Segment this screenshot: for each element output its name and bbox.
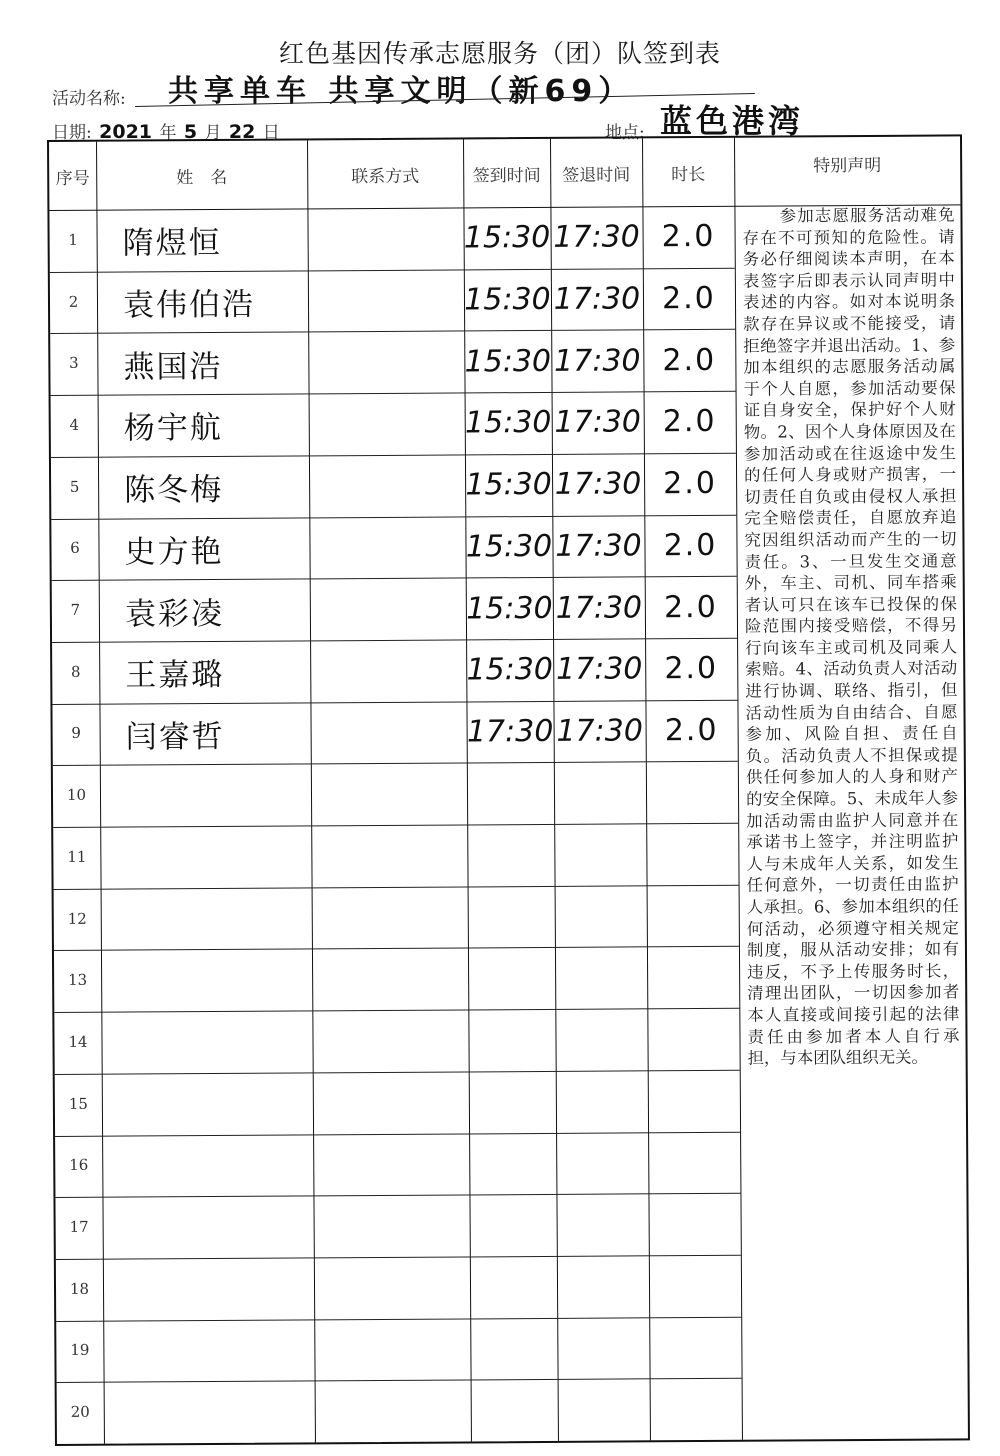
row-number: 14 [68,1032,88,1051]
location-value: 蓝色港湾 [660,102,805,140]
signature-cell[interactable] [104,1381,315,1444]
contact-cell[interactable] [307,207,463,270]
duration-cell[interactable]: 2.0 [662,342,717,378]
duration-cell[interactable]: 2.0 [661,219,716,255]
contact-cell[interactable] [312,1010,468,1073]
date-label: 日期: [52,123,92,143]
contact-cell[interactable] [309,393,465,456]
duration-cell[interactable]: 2.0 [664,651,719,687]
checkout-time-cell[interactable]: 17:30 [553,219,640,256]
row-number: 13 [68,971,88,990]
checkin-time-cell[interactable] [470,1317,557,1379]
checkout-time-cell[interactable] [556,1132,648,1194]
contact-cell[interactable] [312,886,468,949]
checkout-time-cell[interactable] [554,762,646,824]
notice-body: 参加志愿服务活动难免存在不可预知的危险性。请务必仔细阅读本声明，在本表签字后即表示认同声明中表述的内容。如对本说明条款存在异议或不能接受，请拒绝签字并退出活动。1、参加本组织的志愿服务活动属于个人自愿，参加活动要保证自身安全，保护好个人财物。2、因个人身体原因及在参加活动或在往返途中发生的任何人身或财产损害，一切责任自负或由侵权人承担完全赔偿责任，自愿放弃追究因组织活动而产生的一切责任。3、一旦发生交通意外，车主、司机、同车搭乘者认可只在该车已投保的保险范围内接受赔偿，不得另行向该车主或司机及同乘人索赔。4、活动负责人对活动进行协调、联络、指引，但活动性质为自由结合、自愿参加、风险自担、责任自负。活动负责人不担保或提供任何参加人的人身和财产的安全保障。5、未成年人参加活动需由监护人同意并在承诺书上签字，并注明监护人与未成年人关系，如发生任何意外，一切责任由监护人承担。6、参加本组织的任何活动，必须遵守相关规定制度，服从活动安排；如有违反，不予上传服务时长，清理出团队，一切因参加者本人直接或间接引起的法律责任由参加者本人自行承担，与本团队组织无关。 [742,205,960,1068]
signature-cell[interactable] [101,887,312,950]
row-number: 19 [70,1341,90,1360]
contact-cell[interactable] [311,763,467,826]
duration-cell[interactable]: 2.0 [662,280,716,317]
duration-cell[interactable] [649,1316,741,1378]
duration-cell[interactable] [647,946,739,1008]
checkin-time-cell[interactable] [468,1009,555,1071]
checkout-time-cell[interactable]: 17:30 [555,589,643,626]
activity-name-value: 共享单车 共享文明（新69） [168,74,635,109]
date-month-unit: 月 [204,123,222,143]
checkout-time-cell[interactable] [556,1194,648,1256]
checkin-time-cell[interactable] [467,824,554,886]
header-name: 姓 名 [176,167,228,188]
contact-cell[interactable] [308,269,464,332]
table-header [49,136,960,211]
duration-cell[interactable] [646,823,738,885]
row-number: 11 [67,847,87,866]
signature-cell[interactable] [102,1072,313,1135]
row-number: 7 [70,600,81,619]
checkin-time-cell[interactable] [471,1379,558,1441]
signature-cell[interactable] [101,949,312,1012]
date-year-unit: 年 [159,123,177,143]
contact-cell[interactable] [313,1195,469,1258]
activity-label: 活动名称: [52,89,126,109]
checkin-time-cell[interactable]: 17:30 [466,713,554,750]
row-number: 2 [68,292,79,311]
signature-cell[interactable] [103,1319,314,1382]
contact-cell[interactable] [313,1071,469,1134]
signature-cell[interactable] [101,1010,312,1073]
header-checkout: 签退时间 [562,164,631,186]
row-number: 12 [67,909,87,928]
date-month: 5 [183,121,198,143]
signature-cell[interactable] [103,1257,314,1320]
signature-cell[interactable] [102,1134,313,1197]
checkin-time-cell[interactable] [470,1256,557,1318]
contact-cell[interactable] [311,824,467,887]
header-contact: 联系方式 [351,166,420,187]
duration-cell[interactable] [650,1378,742,1440]
contact-cell[interactable] [309,516,465,579]
duration-cell[interactable] [648,1193,740,1255]
header-no: 序号 [55,168,90,189]
duration-cell[interactable]: 2.0 [662,404,717,440]
duration-cell[interactable]: 2.0 [664,712,719,749]
checkout-time-cell[interactable] [558,1379,650,1441]
row-number: 10 [66,785,87,805]
checkin-time-cell[interactable]: 15:30 [464,281,551,318]
signature-cell[interactable] [102,1196,313,1259]
checkin-time-cell[interactable]: 15:30 [466,652,554,688]
duration-cell[interactable]: 2.0 [663,589,718,625]
row-number: 8 [70,662,81,681]
checkin-time-cell[interactable] [469,1132,556,1194]
checkout-time-cell[interactable] [555,1008,647,1070]
checkout-time-cell[interactable]: 17:30 [554,404,642,441]
duration-cell[interactable] [646,761,738,823]
row-number: 9 [71,724,81,743]
contact-cell[interactable] [313,1133,469,1196]
contact-cell[interactable] [310,578,466,641]
location-label: 地点: [605,123,645,143]
contact-cell[interactable] [309,454,465,517]
header-duration: 时长 [671,164,706,185]
checkin-time-cell[interactable]: 15:30 [463,220,551,256]
special-notice-text [739,204,962,1069]
checkin-time-cell[interactable]: 15:30 [465,467,552,503]
checkin-time-cell[interactable]: 15:30 [464,343,552,380]
signature-cell[interactable]: 袁彩凌 [124,595,225,633]
duration-cell[interactable]: 2.0 [663,527,718,564]
signature-cell[interactable]: 闫睿哲 [125,718,225,756]
contact-cell[interactable] [308,331,464,394]
signature-cell[interactable]: 杨宇航 [123,410,223,447]
signin-table [47,134,970,1446]
contact-cell[interactable] [312,948,468,1011]
row-number: 6 [70,539,80,558]
checkin-time-cell[interactable] [469,1071,556,1133]
checkout-time-cell[interactable] [557,1255,649,1317]
date-day: 22 [228,121,256,143]
signature-cell[interactable]: 王嘉璐 [125,657,225,694]
signature-cell[interactable] [100,764,311,827]
checkout-time-cell[interactable] [557,1317,649,1379]
signature-cell[interactable]: 燕国浩 [123,348,223,386]
duration-cell[interactable]: 2.0 [663,466,718,502]
checkout-time-cell[interactable]: 17:30 [556,713,643,749]
checkin-time-cell[interactable] [468,947,555,1009]
duration-cell[interactable] [647,1008,739,1070]
row-number: 4 [69,415,80,434]
date-year: 2021 [99,121,153,143]
row-number: 20 [70,1402,90,1422]
row-number: 17 [69,1217,89,1236]
checkout-time-cell[interactable]: 17:30 [555,651,643,688]
row-number: 5 [69,477,80,496]
header-checkin: 签到时间 [472,165,541,186]
checkout-time-cell[interactable] [554,823,646,885]
signature-cell[interactable]: 史方艳 [124,533,224,571]
signature-cell[interactable]: 陈冬梅 [124,472,224,509]
contact-cell[interactable] [315,1380,471,1443]
checkin-time-cell[interactable]: 15:30 [465,528,553,565]
checkout-time-cell[interactable] [556,1070,648,1132]
checkout-time-cell[interactable]: 17:30 [554,466,642,503]
form-title: 红色基因传承志愿服务（团）队签到表 [278,39,721,68]
checkin-time-cell[interactable] [468,886,555,948]
signature-cell[interactable]: 袁伟伯浩 [122,286,256,324]
checkin-time-cell[interactable]: 15:30 [466,590,553,626]
checkout-time-cell[interactable]: 17:30 [553,281,641,317]
duration-cell[interactable] [647,884,739,946]
duration-cell[interactable] [648,1131,740,1193]
header-notice: 特别声明 [813,155,882,176]
row-number: 3 [69,354,79,373]
contact-cell[interactable] [310,639,466,702]
contact-cell[interactable] [314,1318,470,1381]
checkout-time-cell[interactable] [555,885,647,947]
row-number: 15 [68,1094,88,1113]
contact-cell[interactable] [310,701,466,764]
checkin-time-cell[interactable] [467,762,554,824]
checkin-time-cell[interactable]: 15:30 [464,405,552,441]
checkout-time-cell[interactable]: 17:30 [555,528,642,564]
signature-cell[interactable]: 隋煜恒 [122,225,222,262]
row-number: 18 [69,1279,90,1298]
checkout-time-cell[interactable] [555,947,647,1009]
date-day-unit: 日 [262,123,280,143]
checkout-time-cell[interactable]: 17:30 [554,343,641,379]
duration-cell[interactable] [648,1070,740,1132]
contact-cell[interactable] [314,1256,470,1319]
duration-cell[interactable] [649,1255,741,1317]
row-number: 16 [69,1156,89,1175]
signature-cell[interactable] [100,825,311,888]
checkin-time-cell[interactable] [469,1194,556,1256]
row-number: 1 [68,230,78,249]
